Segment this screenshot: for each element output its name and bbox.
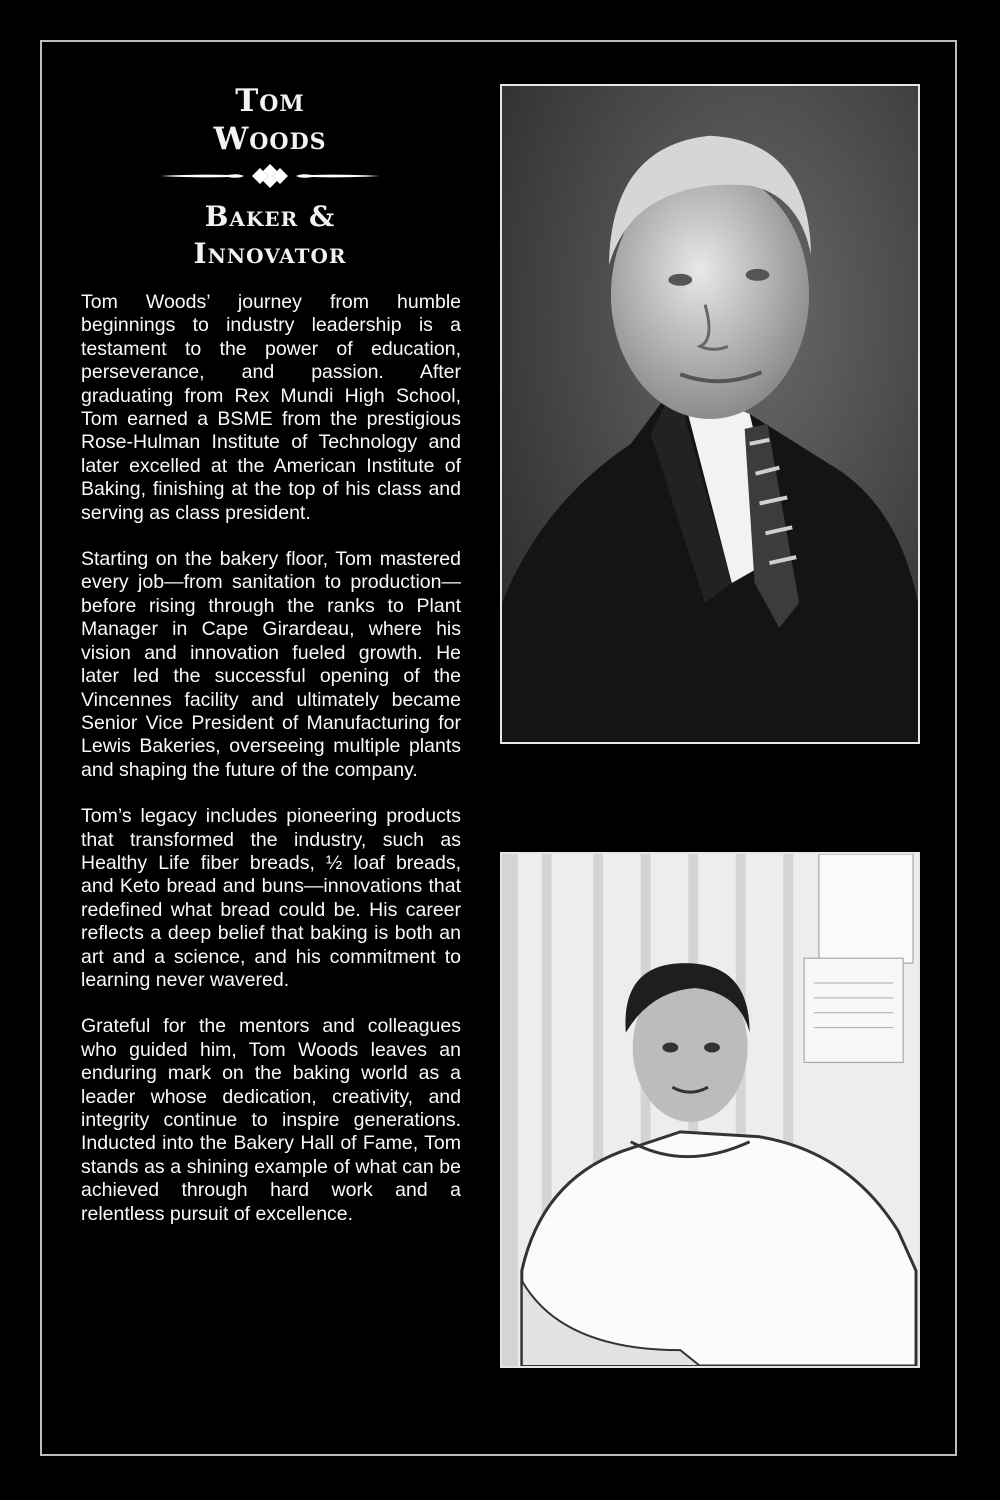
- bio-paragraph-3: Tom’s legacy includes pioneering products that transformed the industry, such as Healthy Life fiber breads, ½ loaf breads, and Keto bread and buns—innovations that redefined what bread could be. His career reflects a deep belief that baking is both an art and a science, and his commitment to learning never wavered.: [81, 805, 461, 991]
- bio-paragraph-4: Grateful for the mentors and colleagues who guided him, Tom Woods leaves an enduring mark on the baking world as a leader whose dedication, creativity, and integrity continue to inspire generations. Inducted into the Bakery Hall of Fame, Tom stands as a shining example of what can be achieved through hard work and a relentless pursuit of excellence.: [81, 1015, 461, 1225]
- candid-photo: [500, 852, 920, 1368]
- page-subtitle: [110, 198, 430, 272]
- title-first-name: Tom: [235, 83, 305, 119]
- subtitle-line-1: Baker &: [204, 200, 336, 233]
- subtitle-line-2: Innovator: [193, 237, 347, 270]
- portrait-photo: [500, 84, 920, 744]
- title-last-name: Woods: [213, 121, 327, 157]
- biography: [81, 291, 461, 1249]
- ornament-divider: [158, 160, 382, 192]
- bio-paragraph-2: Starting on the bakery floor, Tom mastered every job—from sanitation to production—before rising through the ranks to Plant Manager in Cape Girardeau, where his vision and innovation fueled growth. He later led the successful opening of the Vincennes facility and ultimately became Senior Vice President of Manufacturing for Lewis Bakeries, overseeing multiple plants and shaping the future of the company.: [81, 548, 461, 781]
- page-title: [110, 82, 430, 158]
- bio-paragraph-1: Tom Woods’ journey from humble beginnings to industry leadership is a testament to the power of education, perseverance, and passion. After graduating from Rex Mundi High School, Tom earned a BSME from the prestigious Rose-Hulman Institute of Technology and later excelled at the American Institute of Baking, finishing at the top of his class and serving as class president.: [81, 291, 461, 524]
